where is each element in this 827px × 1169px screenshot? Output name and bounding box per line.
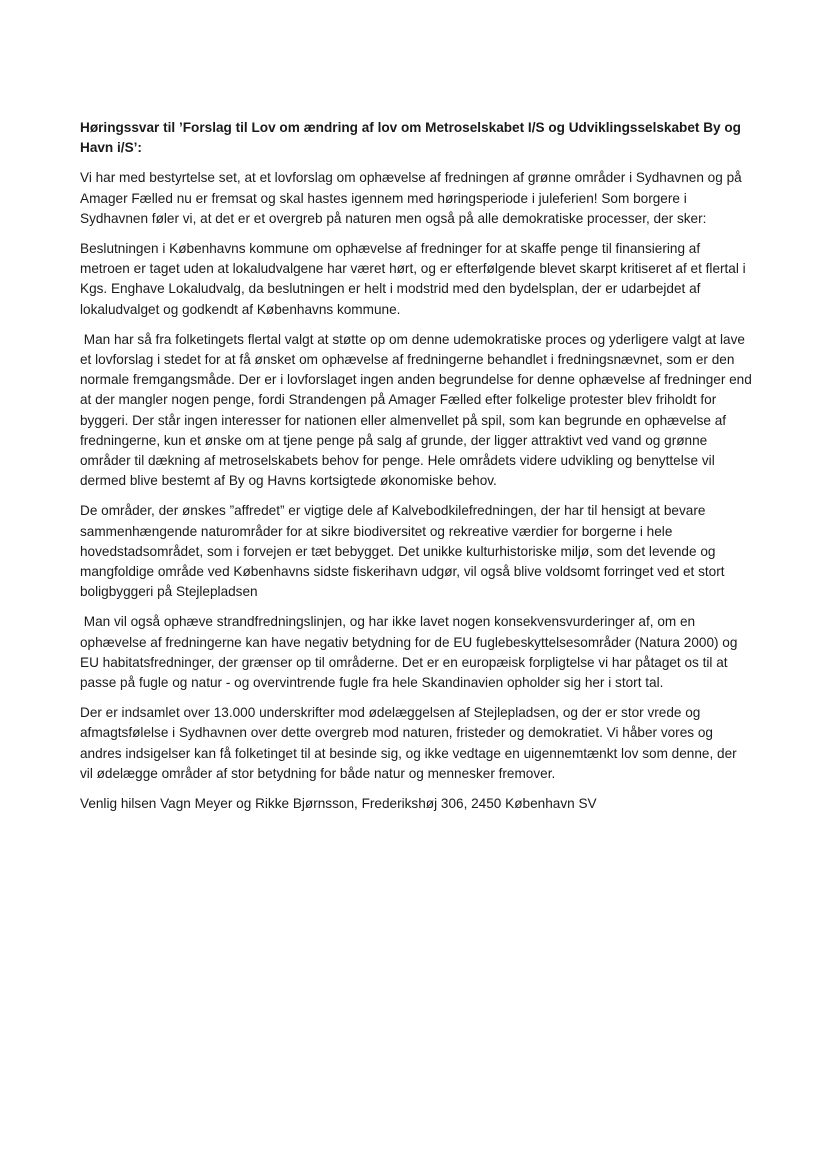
paragraph-areas: De områder, der ønskes ”affredet” er vigtige dele af Kalvebodkilefredningen, der har til hensigt at bevare sammenhængende naturområder for at sikre biodiversitet og rekreative værdier for borgerne i hele hovedstadsområdet, som i forvejen er tæt bebygget. Det unikke kulturhistoriske miljø, som det levende og mangfoldige område ved Københavns sidste fiskerihavn udgør, vil også blive voldsomt forringet ved et stort boligbyggeri på Stejlepladsen [80,503,729,600]
paragraph-legislation: Man har så fra folketingets flertal valgt at støtte op om denne udemokratiske proces og yderligere valgt at lave et lovforslag i stedet for at få ønsket om ophævelse af fredningerne behandlet i fredningsnævnet, som er den normale fremgangsmåde. Der er i lovforslaget ingen anden begrundelse for denne ophævelse af fredninger end at der mangler nogen penge, fordi Strandengen på Amager Fælled efter folkelige protester blev friholdt for byggeri. Der står ingen interesser for nationen eller almenvellet på spil, som kan begrunde en ophævelse af fredningerne, kun et ønske om at tjene penge på salg af grunde, der ligger attraktivt ved vand og grønne områder til dækning af metroselskabets behov for penge. Hele områdets videre udvikling og benyttelse vil dermed blive bestemt af By og Havns kortsigtede økonomiske behov. [80,331,756,489]
paragraph-eu-protection: Man vil også ophæve strandfredningslinjen, og har ikke lavet nogen konsekvensvurderinger af, om en ophævelse af fredningerne kan have negativ betydning for de EU fuglebeskyttelsesområder (Natura 2000) og EU habitatsfredninger, der grænser op til områderne. Det er en europæisk forpligtelse vi har påtaget os til at passe på fugle og natur - og overvintrende fugle fra hele Skandinavien opholder sig her i stort tal. [80,614,742,691]
paragraph-intro: Vi har med bestyrtelse set, at et lovforslag om ophævelse af fredningen af grønne områder i Sydhavnen og på Amager Fælled nu er fremsat og skal hastes igennem med høringsperiode i juleferien! Som borgere i Sydhavnen føler vi, at det er et overgreb på naturen men også på alle demokratiske processer, der sker: [80,170,745,226]
paragraph-signatures: Der er indsamlet over 13.000 underskrifter mod ødelæggelsen af Stejlepladsen, og der er stor vrede og afmagtsfølelse i Sydhavnen over dette overgreb mod naturen, fristeder og demokratiet. Vi håber vores og andres indsigelser kan få folketinget til at besinde sig, og ikke vedtage en uigennemtænkt lov som denne, der vil ødelægge områder af stor betydning for både natur og mennesker fremover. [80,705,741,781]
document-page [80,118,756,814]
paragraph-decision: Beslutningen i Københavns kommune om ophævelse af fredninger for at skaffe penge til finansiering af metroen er taget uden at lokaludvalgene har været hørt, og er efterfølgende blevet skarpt kritiseret af et flertal i Kgs. Enghave Lokaludvalg, da beslutningen er helt i modstrid med den bydelsplan, der er udarbejdet af lokaludvalget og godkendt af Københavns kommune. [80,241,750,317]
signature: Venlig hilsen Vagn Meyer og Rikke Bjørnsson, Frederikshøj 306, 2450 København SV [80,796,597,812]
document-title: Høringssvar til ’Forslag til Lov om ændring af lov om Metroselskabet I/S og Udviklingsselskabet By og Havn i/S’: [80,120,741,156]
